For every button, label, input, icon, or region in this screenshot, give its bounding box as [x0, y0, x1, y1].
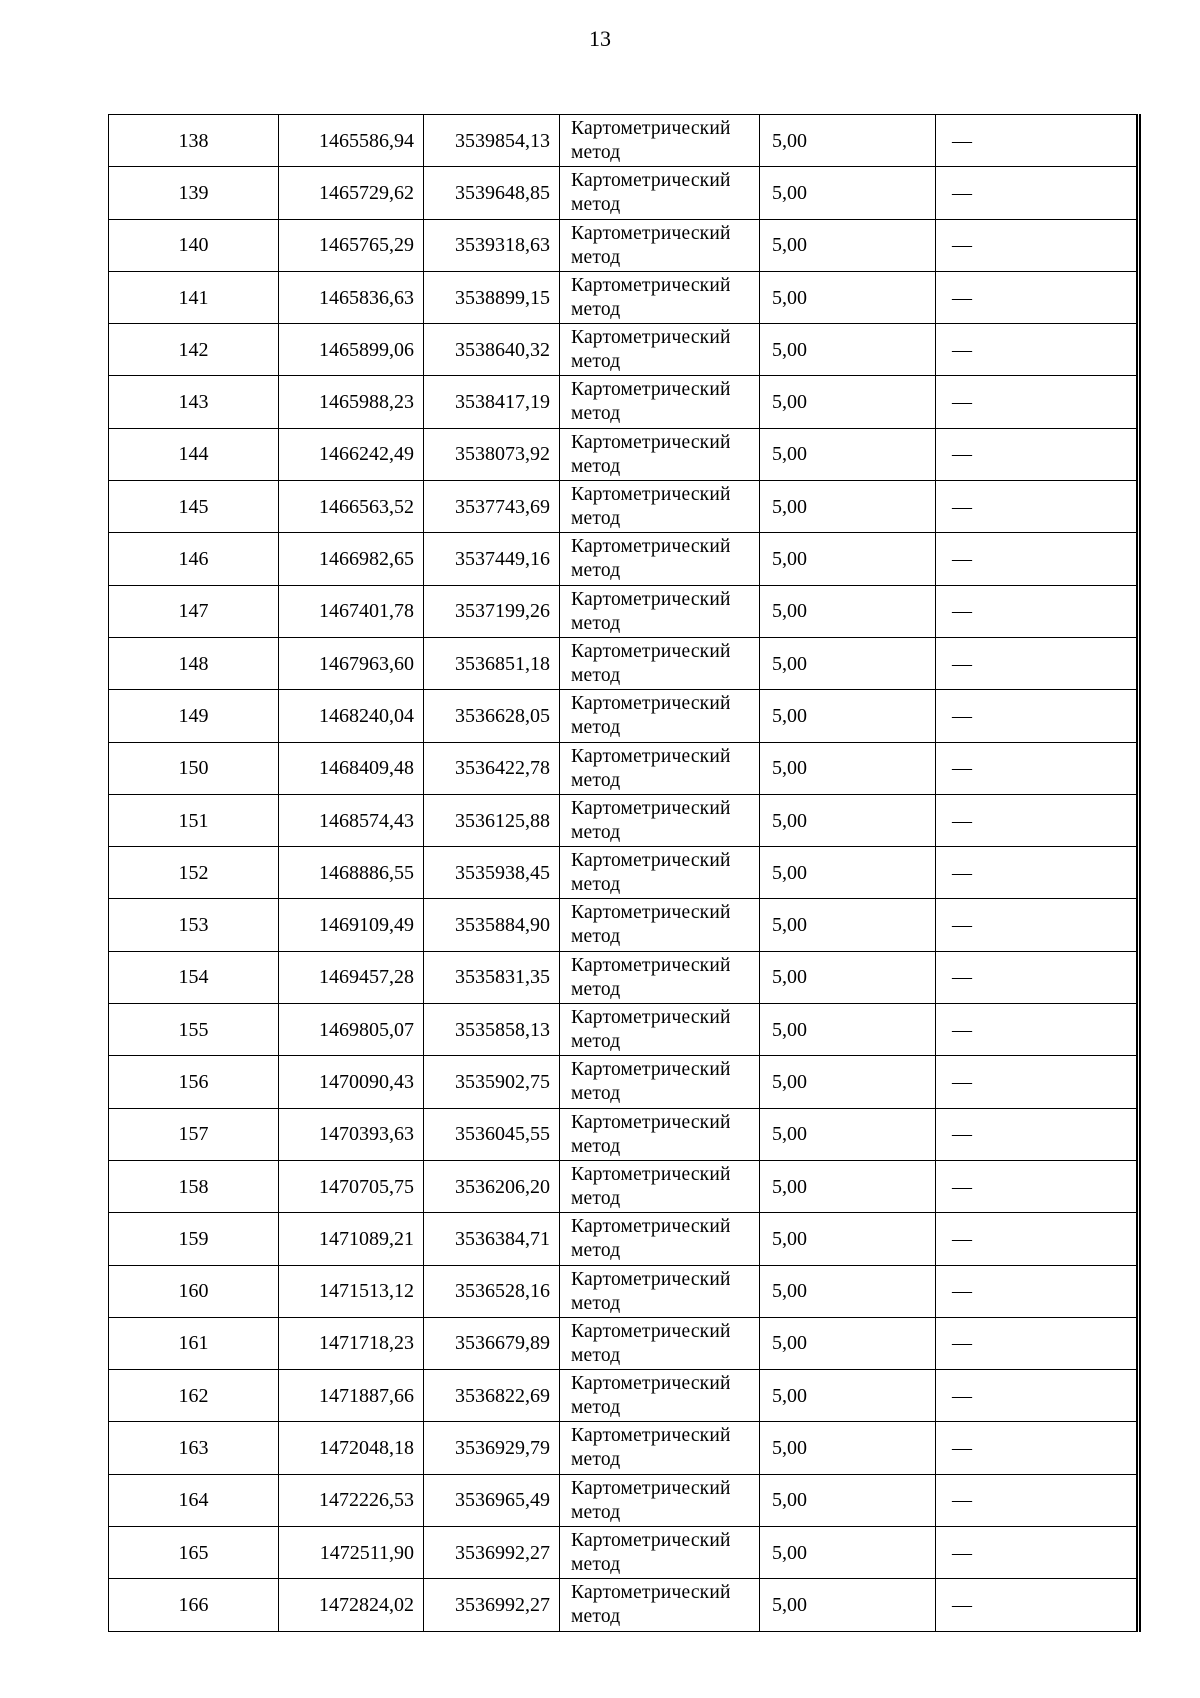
note-cell: —	[936, 481, 1139, 533]
method-line-1: Картометрический	[571, 1530, 731, 1552]
point-number-cell: 165	[109, 1527, 279, 1579]
note-cell: —	[936, 1265, 1139, 1317]
y-coordinate-cell: 3535938,45	[424, 847, 560, 899]
x-coordinate-cell: 1471089,21	[279, 1213, 424, 1265]
table-row	[109, 1056, 1139, 1108]
method-cell	[560, 899, 760, 951]
accuracy-cell: 5,00	[760, 1160, 936, 1212]
method-line-2: метод	[571, 612, 621, 634]
point-number-cell: 164	[109, 1474, 279, 1526]
x-coordinate-cell: 1472824,02	[279, 1579, 424, 1631]
method-cell	[560, 1579, 760, 1631]
y-coordinate-cell: 3536628,05	[424, 690, 560, 742]
method-line-1: Картометрический	[571, 170, 731, 192]
method-line-2: метод	[571, 769, 621, 791]
table-row	[109, 376, 1139, 428]
y-coordinate-cell: 3535831,35	[424, 951, 560, 1003]
note-cell: —	[936, 1579, 1139, 1631]
y-coordinate-cell: 3535884,90	[424, 899, 560, 951]
table-row	[109, 1160, 1139, 1212]
y-coordinate-cell: 3536528,16	[424, 1265, 560, 1317]
x-coordinate-cell: 1470705,75	[279, 1160, 424, 1212]
accuracy-cell: 5,00	[760, 271, 936, 323]
note-cell: —	[936, 428, 1139, 480]
method-cell	[560, 1004, 760, 1056]
point-number-cell: 163	[109, 1422, 279, 1474]
method-cell	[560, 1160, 760, 1212]
method-line-2: метод	[571, 351, 621, 373]
table-row	[109, 324, 1139, 376]
method-line-2: метод	[571, 1606, 621, 1628]
point-number-cell: 149	[109, 690, 279, 742]
accuracy-cell: 5,00	[760, 585, 936, 637]
note-cell: —	[936, 115, 1139, 167]
method-line-2: метод	[571, 1187, 621, 1209]
method-line-1: Картометрический	[571, 1216, 731, 1238]
x-coordinate-cell: 1471887,66	[279, 1370, 424, 1422]
y-coordinate-cell: 3536992,27	[424, 1579, 560, 1631]
table-row	[109, 533, 1139, 585]
method-line-2: метод	[571, 1083, 621, 1105]
note-cell: —	[936, 1527, 1139, 1579]
method-line-1: Картометрический	[571, 327, 731, 349]
y-coordinate-cell: 3536422,78	[424, 742, 560, 794]
method-line-1: Картометрический	[571, 1111, 731, 1133]
method-line-1: Картометрический	[571, 745, 731, 767]
y-coordinate-cell: 3535902,75	[424, 1056, 560, 1108]
method-cell	[560, 847, 760, 899]
table-row	[109, 428, 1139, 480]
note-cell: —	[936, 271, 1139, 323]
note-cell: —	[936, 585, 1139, 637]
point-number-cell: 158	[109, 1160, 279, 1212]
point-number-cell: 143	[109, 376, 279, 428]
method-cell	[560, 1370, 760, 1422]
accuracy-cell: 5,00	[760, 219, 936, 271]
point-number-cell: 153	[109, 899, 279, 951]
x-coordinate-cell: 1468240,04	[279, 690, 424, 742]
point-number-cell: 157	[109, 1108, 279, 1160]
method-cell	[560, 219, 760, 271]
x-coordinate-cell: 1470393,63	[279, 1108, 424, 1160]
table-row	[109, 637, 1139, 689]
point-number-cell: 148	[109, 637, 279, 689]
method-cell	[560, 533, 760, 585]
method-cell	[560, 1422, 760, 1474]
table-row	[109, 1370, 1139, 1422]
accuracy-cell: 5,00	[760, 115, 936, 167]
method-cell	[560, 1527, 760, 1579]
method-line-1: Картометрический	[571, 1582, 731, 1604]
method-cell	[560, 742, 760, 794]
method-line-1: Картометрический	[571, 797, 731, 819]
x-coordinate-cell: 1469457,28	[279, 951, 424, 1003]
table-body	[109, 115, 1139, 1632]
table-row	[109, 742, 1139, 794]
method-line-2: метод	[571, 926, 621, 948]
method-line-1: Картометрический	[571, 484, 731, 506]
method-line-2: метод	[571, 194, 621, 216]
accuracy-cell: 5,00	[760, 794, 936, 846]
x-coordinate-cell: 1465988,23	[279, 376, 424, 428]
method-line-1: Картометрический	[571, 222, 731, 244]
note-cell: —	[936, 742, 1139, 794]
note-cell: —	[936, 847, 1139, 899]
method-cell	[560, 271, 760, 323]
accuracy-cell: 5,00	[760, 481, 936, 533]
x-coordinate-cell: 1465765,29	[279, 219, 424, 271]
method-line-1: Картометрический	[571, 640, 731, 662]
x-coordinate-cell: 1472226,53	[279, 1474, 424, 1526]
table-row	[109, 1213, 1139, 1265]
accuracy-cell: 5,00	[760, 1370, 936, 1422]
method-line-1: Картометрический	[571, 1425, 731, 1447]
table-row	[109, 167, 1139, 219]
accuracy-cell: 5,00	[760, 951, 936, 1003]
note-cell: —	[936, 1213, 1139, 1265]
x-coordinate-cell: 1470090,43	[279, 1056, 424, 1108]
method-cell	[560, 585, 760, 637]
point-number-cell: 161	[109, 1317, 279, 1369]
point-number-cell: 147	[109, 585, 279, 637]
method-line-1: Картометрический	[571, 1059, 731, 1081]
method-line-2: метод	[571, 1449, 621, 1471]
x-coordinate-cell: 1468409,48	[279, 742, 424, 794]
y-coordinate-cell: 3536992,27	[424, 1527, 560, 1579]
accuracy-cell: 5,00	[760, 637, 936, 689]
method-line-2: метод	[571, 298, 621, 320]
method-line-2: метод	[571, 560, 621, 582]
point-number-cell: 156	[109, 1056, 279, 1108]
table-row	[109, 1422, 1139, 1474]
point-number-cell: 146	[109, 533, 279, 585]
method-line-2: метод	[571, 874, 621, 896]
method-line-1: Картометрический	[571, 954, 731, 976]
table-row	[109, 115, 1139, 167]
point-number-cell: 159	[109, 1213, 279, 1265]
point-number-cell: 150	[109, 742, 279, 794]
y-coordinate-cell: 3536929,79	[424, 1422, 560, 1474]
coordinates-table-wrap	[108, 114, 1138, 1632]
x-coordinate-cell: 1471513,12	[279, 1265, 424, 1317]
x-coordinate-cell: 1469109,49	[279, 899, 424, 951]
method-line-2: метод	[571, 978, 621, 1000]
method-line-1: Картометрический	[571, 379, 731, 401]
table-row	[109, 1579, 1139, 1631]
method-cell	[560, 1317, 760, 1369]
method-line-2: метод	[571, 664, 621, 686]
method-line-2: метод	[571, 403, 621, 425]
accuracy-cell: 5,00	[760, 1265, 936, 1317]
y-coordinate-cell: 3536851,18	[424, 637, 560, 689]
x-coordinate-cell: 1467401,78	[279, 585, 424, 637]
note-cell: —	[936, 794, 1139, 846]
table-row	[109, 1004, 1139, 1056]
note-cell: —	[936, 1317, 1139, 1369]
point-number-cell: 144	[109, 428, 279, 480]
note-cell: —	[936, 219, 1139, 271]
point-number-cell: 166	[109, 1579, 279, 1631]
x-coordinate-cell: 1465836,63	[279, 271, 424, 323]
x-coordinate-cell: 1471718,23	[279, 1317, 424, 1369]
table-row	[109, 585, 1139, 637]
method-line-2: метод	[571, 1501, 621, 1523]
method-line-1: Картометрический	[571, 1320, 731, 1342]
point-number-cell: 140	[109, 219, 279, 271]
note-cell: —	[936, 1370, 1139, 1422]
point-number-cell: 145	[109, 481, 279, 533]
note-cell: —	[936, 1422, 1139, 1474]
y-coordinate-cell: 3539648,85	[424, 167, 560, 219]
x-coordinate-cell: 1468574,43	[279, 794, 424, 846]
accuracy-cell: 5,00	[760, 1527, 936, 1579]
point-number-cell: 151	[109, 794, 279, 846]
method-line-2: метод	[571, 1031, 621, 1053]
method-cell	[560, 637, 760, 689]
table-row	[109, 1317, 1139, 1369]
method-cell	[560, 951, 760, 1003]
accuracy-cell: 5,00	[760, 1004, 936, 1056]
note-cell: —	[936, 167, 1139, 219]
method-cell	[560, 428, 760, 480]
method-line-2: метод	[571, 508, 621, 530]
x-coordinate-cell: 1466982,65	[279, 533, 424, 585]
x-coordinate-cell: 1472511,90	[279, 1527, 424, 1579]
point-number-cell: 142	[109, 324, 279, 376]
method-line-2: метод	[571, 1344, 621, 1366]
note-cell: —	[936, 690, 1139, 742]
note-cell: —	[936, 533, 1139, 585]
method-cell	[560, 376, 760, 428]
point-number-cell: 160	[109, 1265, 279, 1317]
method-line-1: Картометрический	[571, 431, 731, 453]
note-cell: —	[936, 1108, 1139, 1160]
y-coordinate-cell: 3537449,16	[424, 533, 560, 585]
y-coordinate-cell: 3538073,92	[424, 428, 560, 480]
method-line-1: Картометрический	[571, 1477, 731, 1499]
y-coordinate-cell: 3536045,55	[424, 1108, 560, 1160]
note-cell: —	[936, 637, 1139, 689]
method-cell	[560, 1265, 760, 1317]
table-row	[109, 1108, 1139, 1160]
point-number-cell: 152	[109, 847, 279, 899]
method-cell	[560, 324, 760, 376]
point-number-cell: 138	[109, 115, 279, 167]
x-coordinate-cell: 1469805,07	[279, 1004, 424, 1056]
x-coordinate-cell: 1467963,60	[279, 637, 424, 689]
point-number-cell: 154	[109, 951, 279, 1003]
table-row	[109, 690, 1139, 742]
method-cell	[560, 167, 760, 219]
method-line-2: метод	[571, 1554, 621, 1576]
method-cell	[560, 115, 760, 167]
method-line-2: метод	[571, 1397, 621, 1419]
accuracy-cell: 5,00	[760, 1213, 936, 1265]
note-cell: —	[936, 376, 1139, 428]
coordinates-table	[108, 114, 1141, 1632]
method-line-1: Картометрический	[571, 1268, 731, 1290]
method-cell	[560, 1108, 760, 1160]
page-number: 13	[589, 26, 611, 51]
accuracy-cell: 5,00	[760, 1422, 936, 1474]
accuracy-cell: 5,00	[760, 533, 936, 585]
accuracy-cell: 5,00	[760, 847, 936, 899]
table-row	[109, 1527, 1139, 1579]
table-row	[109, 481, 1139, 533]
method-line-2: метод	[571, 1135, 621, 1157]
table-row	[109, 219, 1139, 271]
note-cell: —	[936, 1474, 1139, 1526]
table-row	[109, 271, 1139, 323]
table-row	[109, 1474, 1139, 1526]
table-row	[109, 899, 1139, 951]
y-coordinate-cell: 3536206,20	[424, 1160, 560, 1212]
y-coordinate-cell: 3536679,89	[424, 1317, 560, 1369]
method-line-1: Картометрический	[571, 850, 731, 872]
note-cell: —	[936, 1056, 1139, 1108]
method-line-2: метод	[571, 455, 621, 477]
note-cell: —	[936, 899, 1139, 951]
method-cell	[560, 1474, 760, 1526]
x-coordinate-cell: 1466242,49	[279, 428, 424, 480]
accuracy-cell: 5,00	[760, 899, 936, 951]
point-number-cell: 141	[109, 271, 279, 323]
accuracy-cell: 5,00	[760, 1474, 936, 1526]
method-cell	[560, 481, 760, 533]
method-cell	[560, 690, 760, 742]
y-coordinate-cell: 3536965,49	[424, 1474, 560, 1526]
note-cell: —	[936, 324, 1139, 376]
method-line-1: Картометрический	[571, 902, 731, 924]
method-line-2: метод	[571, 821, 621, 843]
note-cell: —	[936, 1160, 1139, 1212]
y-coordinate-cell: 3536125,88	[424, 794, 560, 846]
x-coordinate-cell: 1472048,18	[279, 1422, 424, 1474]
x-coordinate-cell: 1465729,62	[279, 167, 424, 219]
method-line-2: метод	[571, 1240, 621, 1262]
method-line-2: метод	[571, 1292, 621, 1314]
y-coordinate-cell: 3539854,13	[424, 115, 560, 167]
y-coordinate-cell: 3538899,15	[424, 271, 560, 323]
table-row	[109, 847, 1139, 899]
accuracy-cell: 5,00	[760, 742, 936, 794]
method-cell	[560, 1056, 760, 1108]
accuracy-cell: 5,00	[760, 1108, 936, 1160]
x-coordinate-cell: 1466563,52	[279, 481, 424, 533]
method-line-1: Картометрический	[571, 536, 731, 558]
method-line-2: метод	[571, 246, 621, 268]
x-coordinate-cell: 1465899,06	[279, 324, 424, 376]
method-line-1: Картометрический	[571, 1373, 731, 1395]
point-number-cell: 139	[109, 167, 279, 219]
method-line-2: метод	[571, 142, 621, 163]
method-line-1: Картометрический	[571, 588, 731, 610]
table-row	[109, 1265, 1139, 1317]
accuracy-cell: 5,00	[760, 428, 936, 480]
note-cell: —	[936, 1004, 1139, 1056]
x-coordinate-cell: 1468886,55	[279, 847, 424, 899]
accuracy-cell: 5,00	[760, 690, 936, 742]
y-coordinate-cell: 3537743,69	[424, 481, 560, 533]
y-coordinate-cell: 3536822,69	[424, 1370, 560, 1422]
method-line-1: Картометрический	[571, 118, 731, 139]
x-coordinate-cell: 1465586,94	[279, 115, 424, 167]
note-cell: —	[936, 951, 1139, 1003]
method-cell	[560, 1213, 760, 1265]
point-number-cell: 155	[109, 1004, 279, 1056]
accuracy-cell: 5,00	[760, 1579, 936, 1631]
method-line-1: Картометрический	[571, 1007, 731, 1029]
accuracy-cell: 5,00	[760, 167, 936, 219]
y-coordinate-cell: 3539318,63	[424, 219, 560, 271]
accuracy-cell: 5,00	[760, 376, 936, 428]
table-row	[109, 951, 1139, 1003]
point-number-cell: 162	[109, 1370, 279, 1422]
method-line-1: Картометрический	[571, 274, 731, 296]
y-coordinate-cell: 3536384,71	[424, 1213, 560, 1265]
accuracy-cell: 5,00	[760, 324, 936, 376]
method-line-2: метод	[571, 717, 621, 739]
y-coordinate-cell: 3538417,19	[424, 376, 560, 428]
accuracy-cell: 5,00	[760, 1056, 936, 1108]
accuracy-cell: 5,00	[760, 1317, 936, 1369]
method-line-1: Картометрический	[571, 693, 731, 715]
y-coordinate-cell: 3537199,26	[424, 585, 560, 637]
method-line-1: Картометрический	[571, 1163, 731, 1185]
table-row	[109, 794, 1139, 846]
method-cell	[560, 794, 760, 846]
y-coordinate-cell: 3538640,32	[424, 324, 560, 376]
y-coordinate-cell: 3535858,13	[424, 1004, 560, 1056]
